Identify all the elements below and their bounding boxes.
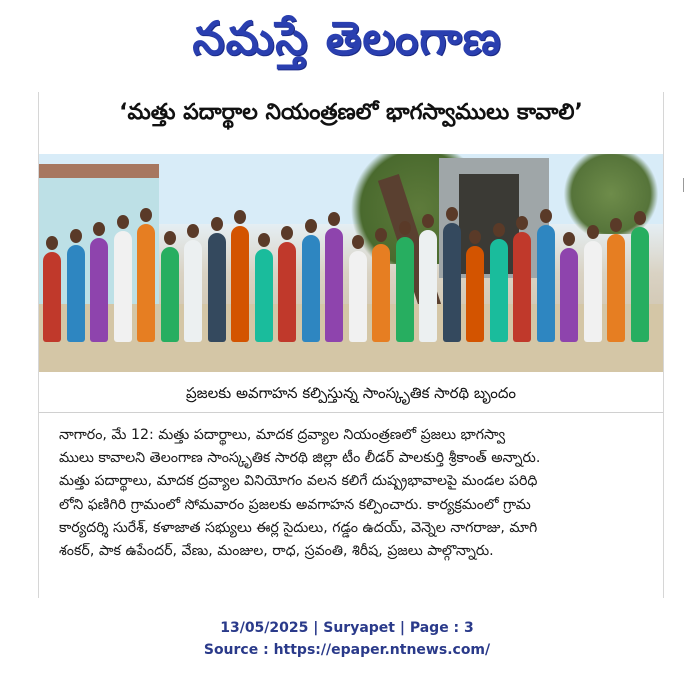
photo-person [607, 234, 625, 342]
news-article [38, 92, 664, 598]
photo-person [208, 233, 226, 342]
photo-person [560, 248, 578, 342]
article-photo [39, 154, 663, 372]
page-edge-mark [683, 178, 684, 192]
photo-person [490, 239, 508, 342]
photo-person [255, 249, 273, 342]
photo-person [466, 246, 484, 342]
photo-person [90, 238, 108, 342]
photo-person [184, 240, 202, 342]
photo-person [349, 251, 367, 342]
article-body-line: లోని ఫణిగిరి గ్రామంలో సోమవారం ప్రజలకు అవగాహన కల్పించారు. కార్యక్రమంలో గ్రామ [59, 496, 531, 513]
photo-person [161, 247, 179, 342]
photo-person [302, 235, 320, 342]
photo-person [43, 252, 61, 342]
article-body-line: శంకర్, పాక ఉపేందర్, వేణు, మంజుల, రాధ, స్రవంతి, శిరీష, ప్రజలు పాల్గొన్నారు. [59, 543, 494, 560]
photo-person [419, 230, 437, 342]
photo-caption: ప్రజలకు అవగాహన కల్పిస్తున్న సాంస్కృతిక సారథి బృందం [185, 384, 517, 402]
article-headline: ‘మత్తు పదార్థాల నియంత్రణలో భాగస్వాములు కావాలి’ [119, 100, 583, 125]
source-footer [0, 617, 694, 661]
photo-person [537, 225, 555, 342]
article-body-line: ములు కావాలని తెలంగాణ సాంస్కృతిక సారథి జిల్లా టీం లీడర్ పాలకుర్తి శ్రీకాంత్ అన్నారు. [59, 450, 541, 467]
newspaper-masthead: నమస్తే తెలంగాణ [192, 11, 502, 65]
photo-person [584, 241, 602, 342]
photo-person [325, 228, 343, 342]
photo-person [67, 245, 85, 342]
article-body-line: మత్తు పదార్థాలు, మాదక ద్రవ్యాల వినియోగం వలన కలిగే దుష్ప్రభావాలపై మండల పరిధి [59, 473, 538, 490]
photo-person [513, 232, 531, 342]
caption-divider [39, 412, 663, 413]
photo-person [631, 227, 649, 342]
photo-person [278, 242, 296, 342]
photo-person [231, 226, 249, 342]
photo-person [396, 237, 414, 342]
footer-source-link: Source : https://epaper.ntnews.com/ [203, 642, 491, 658]
photo-person [137, 224, 155, 342]
footer-date-edition: 13/05/2025 | Suryapet | Page : 3 [220, 620, 474, 636]
photo-person [443, 223, 461, 342]
article-body [59, 424, 663, 563]
article-body-line: నాగారం, మే 12: మత్తు పదార్థాలు, మాదక ద్రవ్యాల నియంత్రణలో ప్రజలు భాగస్వా [59, 427, 506, 443]
photo-person [372, 244, 390, 342]
photo-person [114, 231, 132, 342]
article-body-line: కార్యదర్శి సురేశ్, కళాజాత సభ్యులు ఈర్ల సైదులు, గడ్డం ఉదయ్, వెన్నెల నాగరాజు, మాగి [59, 519, 538, 536]
